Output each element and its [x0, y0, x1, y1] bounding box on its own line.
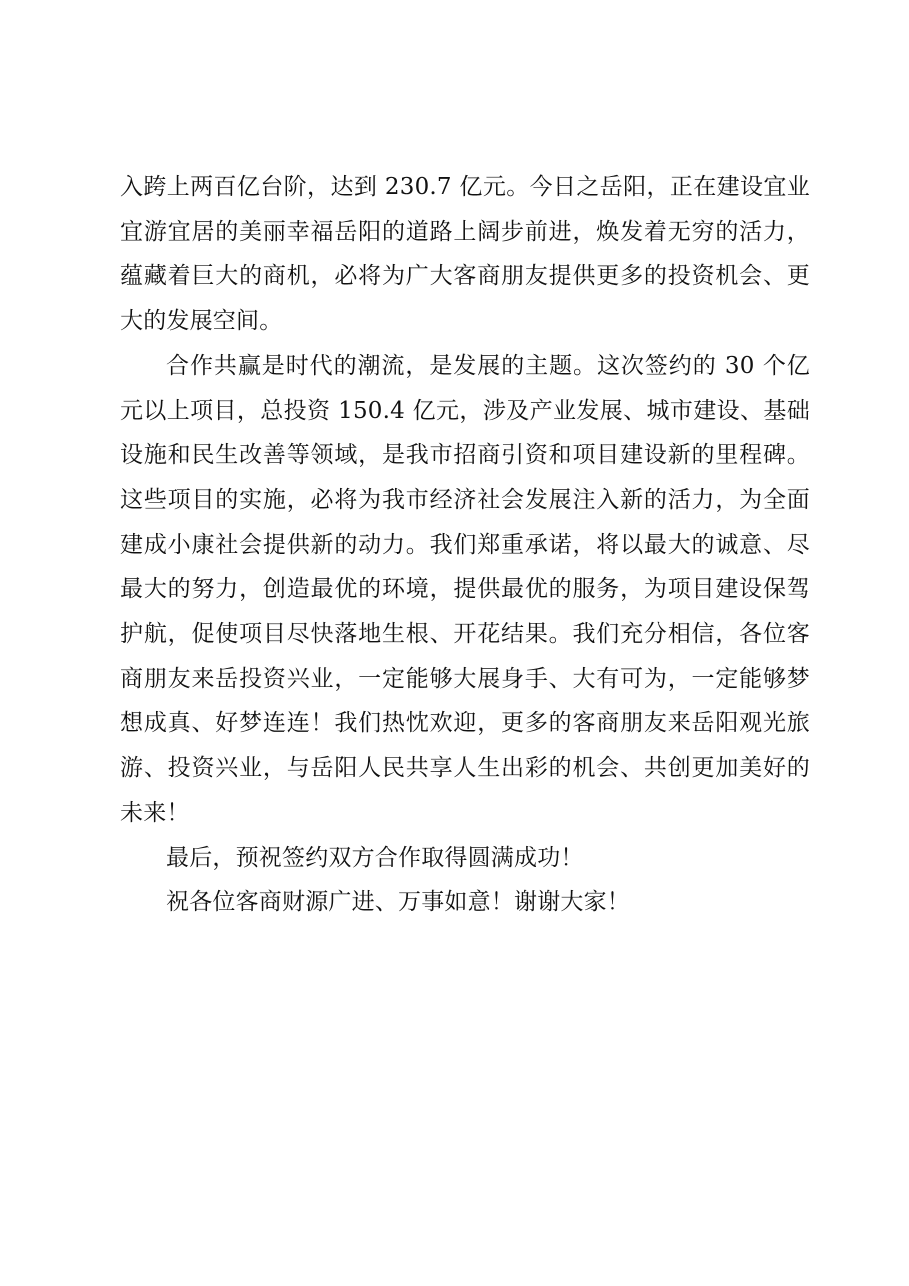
paragraph-continued: 入跨上两百亿台阶，达到 230.7 亿元。今日之岳阳，正在建设宜业宜游宜居的美丽幸福岳阳的道路上阔步前进，焕发着无穷的活力，蕴藏着巨大的商机，必将为广大客商朋友提供更多的投资机会、更大的发展空间。	[120, 174, 810, 335]
document-body	[120, 165, 810, 925]
paragraph-thanks: 祝各位客商财源广进、万事如意！谢谢大家！	[166, 889, 630, 916]
paragraph-closing-wish: 最后，预祝签约双方合作取得圆满成功！	[166, 844, 584, 871]
paragraph-cooperation: 合作共赢是时代的潮流，是发展的主题。这次签约的 30 个亿元以上项目，总投资 150.4 亿元，涉及产业发展、城市建设、基础设施和民生改善等领域，是我市招商引资和项目建设新的里程碑。这些项目的实施，必将为我市经济社会发展注入新的活力，为全面建成小康社会提供新的动力。我们郑重承诺，将以最大的诚意、尽最大的努力，创造最优的环境，提供最优的服务，为项目建设保驾护航，促使项目尽快落地生根、开花结果。我们充分相信，各位客商朋友来岳投资兴业，一定能够大展身手、大有可为，一定能够梦想成真、好梦连连！我们热忱欢迎，更多的客商朋友来岳阳观光旅游、投资兴业，与岳阳人民共享人生出彩的机会、共创更加美好的未来！	[120, 352, 810, 826]
